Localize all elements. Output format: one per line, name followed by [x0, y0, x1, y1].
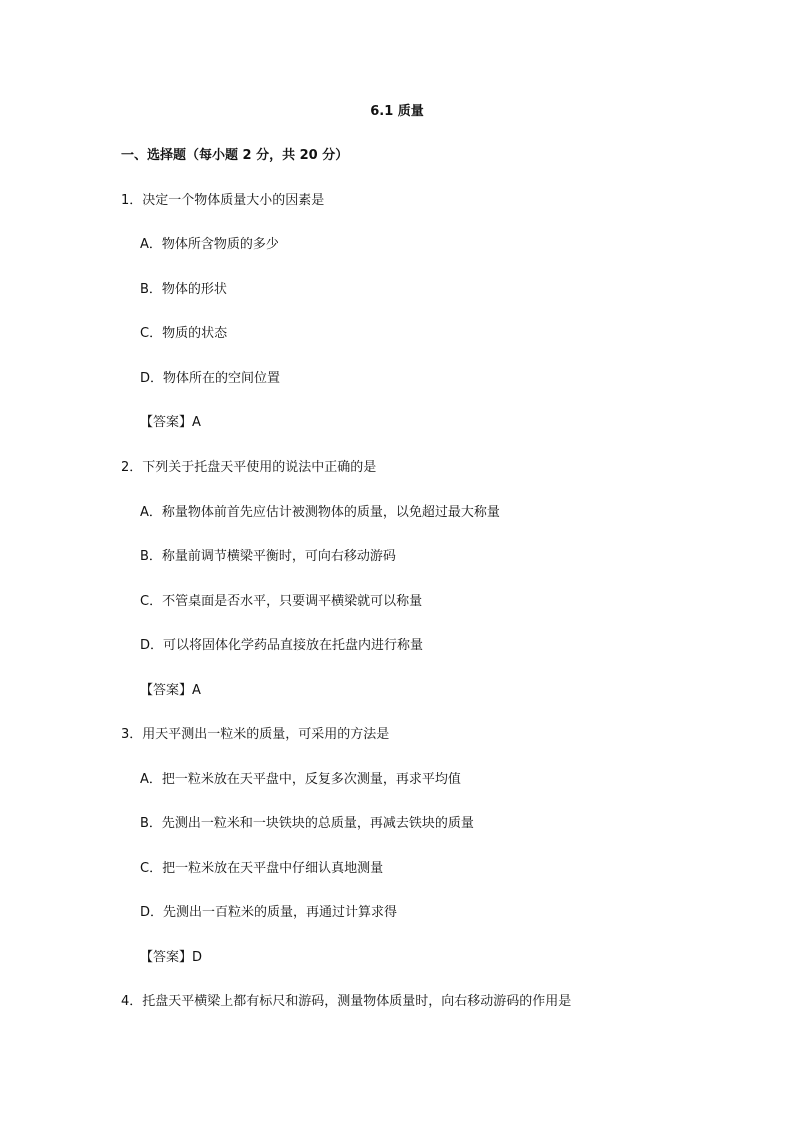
option-b: B．先测出一粒米和一块铁块的总质量，再减去铁块的质量 — [140, 816, 474, 831]
option-d: D．先测出一百粒米的质量，再通过计算求得 — [140, 905, 398, 920]
option-d: D．可以将固体化学药品直接放在托盘内进行称量 — [140, 638, 424, 653]
option-c: C．把一粒米放在天平盘中仔细认真地测量 — [140, 861, 384, 876]
answer: 【答案】A — [140, 415, 201, 430]
option-a: A．物体所含物质的多少 — [140, 237, 279, 252]
option-a: A．称量物体前首先应估计被测物体的质量，以免超过最大称量 — [140, 505, 500, 520]
answer: 【答案】A — [140, 683, 201, 698]
page-title: 6.1 质量 — [370, 104, 424, 119]
question-stem: 1．决定一个物体质量大小的因素是 — [121, 193, 325, 208]
option-d: D．物体所在的空间位置 — [140, 371, 281, 386]
question-stem: 2．下列关于托盘天平使用的说法中正确的是 — [121, 460, 377, 475]
option-b: B．物体的形状 — [140, 282, 227, 297]
answer: 【答案】D — [140, 950, 203, 965]
question-stem: 4．托盘天平横梁上都有标尺和游码，测量物体质量时，向右移动游码的作用是 — [121, 994, 572, 1009]
option-c: C．物质的状态 — [140, 326, 228, 341]
question-stem: 3．用天平测出一粒米的质量，可采用的方法是 — [121, 727, 390, 742]
option-a: A．把一粒米放在天平盘中，反复多次测量，再求平均值 — [140, 772, 461, 787]
option-b: B．称量前调节横梁平衡时，可向右移动游码 — [140, 549, 396, 564]
section-heading: 一、选择题（每小题 2 分，共 20 分） — [121, 148, 349, 163]
option-c: C．不管桌面是否水平，只要调平横梁就可以称量 — [140, 594, 423, 609]
